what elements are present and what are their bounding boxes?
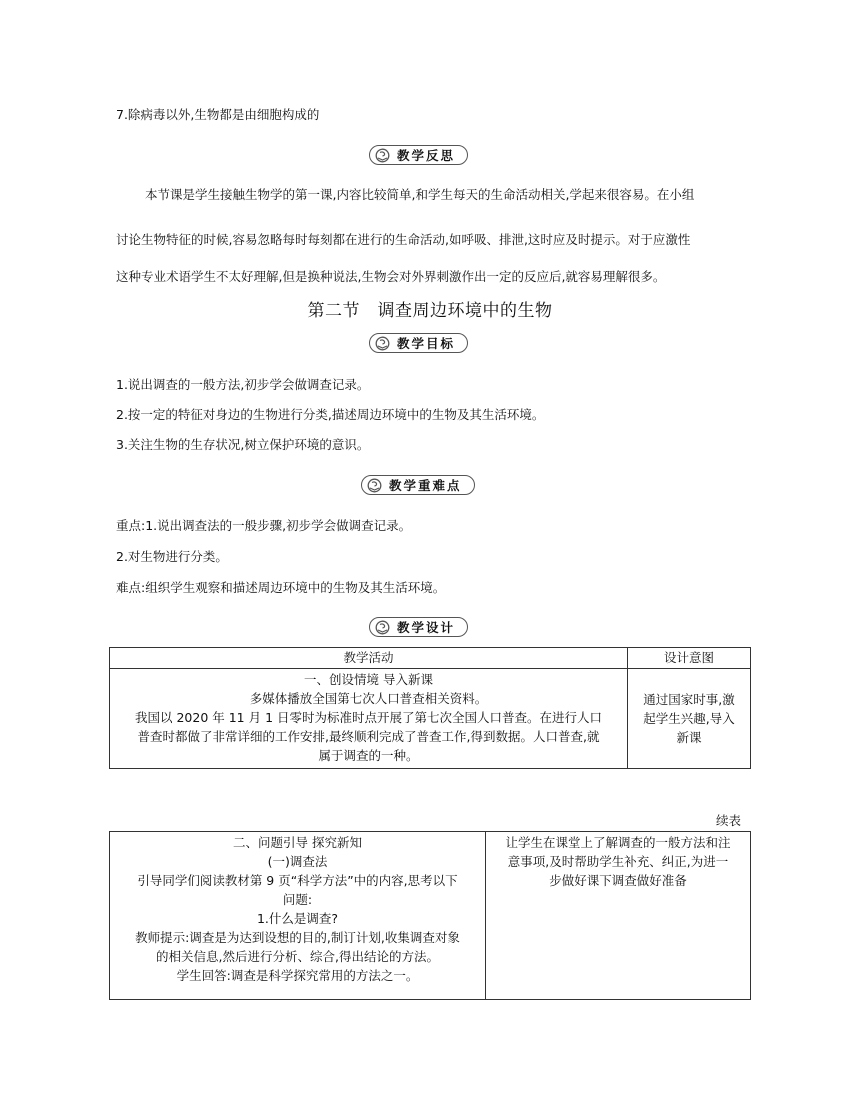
goal-item-2: 2.按一定的特征对身边的生物进行分类,描述周边环境中的生物及其生活环境。 — [116, 407, 545, 422]
design-table-1 — [109, 647, 751, 769]
key-point-2: 2.对生物进行分类。 — [116, 549, 228, 564]
badge-key-points — [361, 475, 475, 495]
badge-teaching-reflection — [369, 145, 468, 165]
intent-cell — [628, 669, 751, 769]
badge-teaching-goals — [369, 333, 468, 353]
intent-line: 让学生在课堂上了解调查的一般方法和注 — [505, 835, 731, 850]
book-swirl-icon — [374, 148, 391, 163]
activity-line: 引导同学们阅读教材第 9 页“科学方法”中的内容,思考以下 — [137, 873, 458, 888]
activity-heading: 一、创设情境 导入新课 — [304, 672, 433, 687]
activity-line: 多媒体播放全国第七次人口普查相关资料。 — [249, 691, 488, 706]
activity-line: 1.什么是调查? — [256, 911, 339, 926]
intent-line: 意事项,及时帮助学生补充、纠正,为进一 — [507, 854, 729, 869]
activity-subheading: (一)调查法 — [267, 854, 328, 869]
badge-label: 教学反思 — [397, 148, 456, 163]
activity-line: 普查时都做了非常详细的工作安排,最终顺利完成了普查工作,得到数据。人口普查,就 — [137, 729, 600, 744]
badge-label: 教学重难点 — [389, 478, 462, 493]
section-title: 第二节 调查周边环境中的生物 — [307, 301, 553, 321]
continued-label: 续表 — [716, 813, 742, 828]
book-swirl-icon — [374, 620, 391, 635]
activity-line: 我国以 2020 年 11 月 1 日零时为标准时点开展了第七次全国人口普查。在进行人口 — [134, 710, 602, 725]
intent-line: 通过国家时事,激 — [643, 692, 735, 707]
difficulty-point: 难点:组织学生观察和描述周边环境中的生物及其生活环境。 — [116, 580, 446, 595]
badge-label: 教学目标 — [397, 336, 456, 351]
activity-line: 属于调查的一种。 — [318, 748, 419, 763]
activity-cell — [110, 669, 628, 769]
intent-line: 新课 — [676, 730, 702, 745]
header-design-intent: 设计意图 — [628, 648, 751, 669]
badge-teaching-design — [369, 617, 468, 637]
activity-line: 问题: — [282, 892, 313, 907]
activity-line: 的相关信息,然后进行分析、综合,得出结论的方法。 — [156, 949, 439, 964]
book-swirl-icon — [374, 336, 391, 351]
activity-line: 教师提示:调查是为达到设想的目的,制订计划,收集调查对象 — [135, 930, 460, 945]
activity-heading: 二、问题引导 探究新知 — [233, 835, 362, 850]
intent-line: 起学生兴趣,导入 — [643, 711, 735, 726]
intent-cell — [486, 832, 751, 1000]
activity-line: 学生回答:调查是科学探究常用的方法之一。 — [176, 968, 419, 983]
intro-line: 7.除病毒以外,生物都是由细胞构成的 — [116, 107, 320, 122]
goal-item-3: 3.关注生物的生存状况,树立保护环境的意识。 — [116, 437, 370, 452]
design-table-2 — [109, 831, 751, 1000]
key-point-1: 重点:1.说出调查法的一般步骤,初步学会做调查记录。 — [116, 518, 412, 533]
reflection-line-2: 讨论生物特征的时候,容易忽略每时每刻都在进行的生命活动,如呼吸、排泄,这时应及时提示。对于应激性 — [116, 232, 691, 247]
reflection-line-3: 这种专业术语学生不太好理解,但是换种说法,生物会对外界刺激作出一定的反应后,就容易理解很多。 — [116, 269, 666, 284]
book-swirl-icon — [366, 478, 383, 493]
goal-item-1: 1.说出调查的一般方法,初步学会做调查记录。 — [116, 377, 370, 392]
activity-cell — [110, 832, 486, 1000]
header-teaching-activity: 教学活动 — [110, 648, 628, 669]
badge-label: 教学设计 — [397, 620, 456, 635]
intent-line: 步做好课下调查做好准备 — [549, 873, 687, 888]
reflection-line-1: 本节课是学生接触生物学的第一课,内容比较简单,和学生每天的生命活动相关,学起来很容易。在小组 — [145, 187, 695, 202]
